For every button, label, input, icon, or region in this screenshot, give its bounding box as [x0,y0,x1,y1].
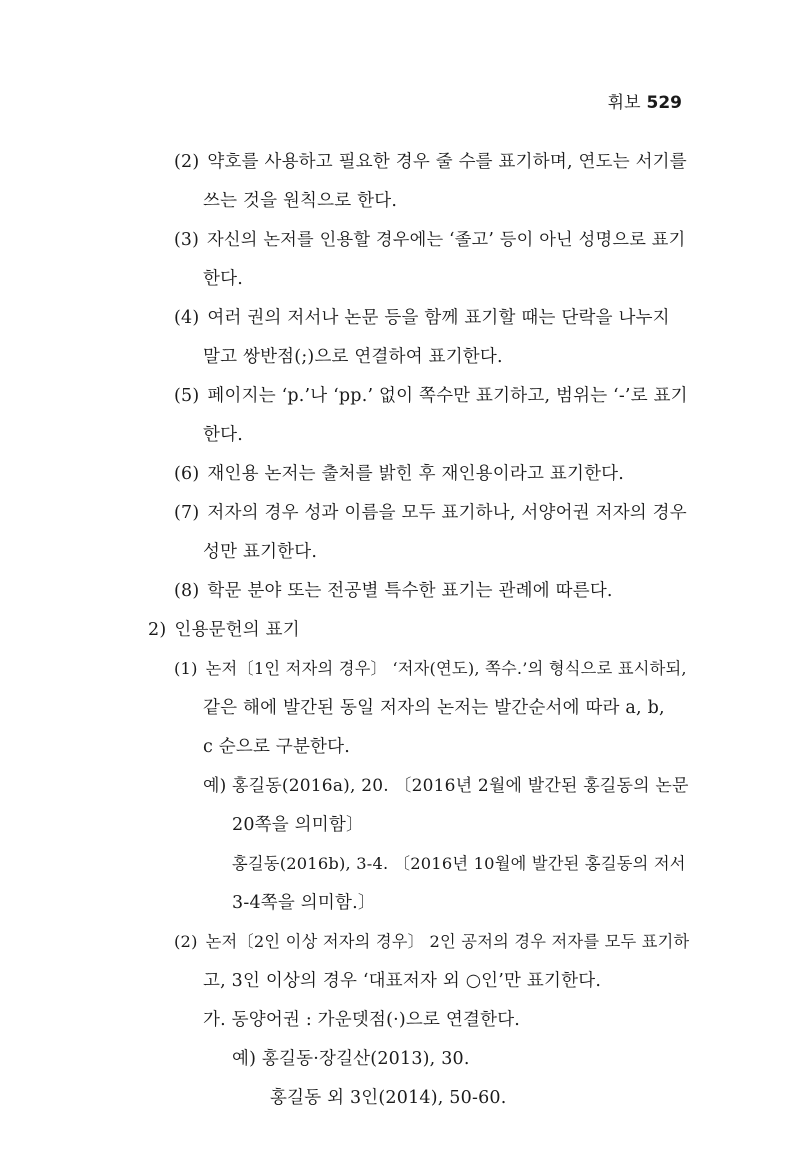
sub-item-1-cont [203,696,665,720]
list-item-3 [174,228,685,252]
sub-sub-item-a [203,1008,520,1032]
item-text: 인용문헌의 표기 [174,620,300,640]
list-item-5-cont [203,423,243,447]
sub-item-1 [174,657,687,681]
sub-item-2-cont [203,969,601,993]
item-text: 약호를 사용하고 필요한 경우 줄 수를 표기하며, 연도는 서기를 [207,152,687,172]
sub-item-1-cont [203,735,350,759]
item-text: 한다. [203,425,243,445]
item-text: 고, 3인 이상의 경우 ‘대표저자 외 ○인’만 표기한다. [203,971,602,991]
item-label: (3) [174,230,200,250]
example-1-cont [232,813,364,837]
list-item-5 [174,384,688,408]
item-text: 3-4쪽을 의미함.〕 [232,893,376,913]
example-3-cont [270,1086,507,1110]
page-header [608,88,682,113]
item-text: c 순으로 구분한다. [203,737,351,757]
item-label: (2) [174,932,198,951]
item-text: 같은 해에 발간된 동일 저자의 논저는 발간순서에 따라 a, b, [203,698,665,718]
example-2 [232,852,686,876]
list-item-4-cont [203,345,503,369]
item-text: 쓰는 것을 원칙으로 한다. [203,191,398,211]
item-text: 저자의 경우 성과 이름을 모두 표기하나, 서양어권 저자의 경우 [207,503,687,523]
item-text: 홍길동 외 3인(2014), 50-60. [270,1088,507,1108]
item-label: (7) [174,503,200,523]
example-3 [232,1047,470,1071]
item-text: 논저〔2인 이상 저자의 경우〕 2인 공저의 경우 저자를 모두 표기하 [205,932,690,951]
list-item-4 [174,306,670,330]
list-item-7-cont [203,540,317,564]
item-label: 2) [148,620,167,640]
item-text: 한다. [203,269,243,289]
item-label: (4) [174,308,200,328]
item-text: 재인용 논저는 출처를 밝힌 후 재인용이라고 표기한다. [207,464,625,484]
list-item-3-cont [203,267,243,291]
list-item-2-cont [203,189,397,213]
example-1 [203,774,689,798]
item-label: (8) [174,581,200,601]
item-text: 20쪽을 의미함〕 [232,815,364,835]
list-item-2 [174,150,687,174]
item-text: 홍길동(2016b), 3-4. 〔2016년 10월에 발간된 홍길동의 저서 [232,854,686,873]
item-text: 예) 홍길동·장길산(2013), 30. [232,1049,470,1069]
section-heading-2 [148,618,300,642]
running-title: 휘보 [607,93,641,113]
list-item-7 [174,501,687,525]
example-2-cont [232,891,376,915]
item-text: 페이지는 ‘p.’나 ‘pp.’ 없이 쪽수만 표기하고, 범위는 ‘-’로 표기 [207,386,688,406]
list-item-6 [174,462,624,486]
item-label: (1) [174,659,198,678]
item-text: 예) 홍길동(2016a), 20. 〔2016년 2월에 발간된 홍길동의 논문 [203,776,689,796]
list-item-8 [174,579,613,603]
item-text: 가. 동양어권 : 가운뎃점(·)으로 연결한다. [203,1010,521,1030]
page-number: 529 [646,93,682,113]
item-label: (6) [174,464,200,484]
item-text: 논저〔1인 저자의 경우〕 ‘저자(연도), 쪽수.’의 형식으로 표시하되, [205,659,687,678]
item-text: 여러 권의 저서나 논문 등을 함께 표기할 때는 단락을 나누지 [207,308,670,328]
item-label: (2) [174,152,200,172]
sub-item-2 [174,930,689,954]
item-label: (5) [174,386,200,406]
item-text: 말고 쌍반점(;)으로 연결하여 표기한다. [203,347,503,367]
item-text: 자신의 논저를 인용할 경우에는 ‘졸고’ 등이 아닌 성명으로 표기 [207,230,686,250]
item-text: 학문 분야 또는 전공별 특수한 표기는 관례에 따른다. [207,581,613,601]
item-text: 성만 표기한다. [203,542,318,562]
